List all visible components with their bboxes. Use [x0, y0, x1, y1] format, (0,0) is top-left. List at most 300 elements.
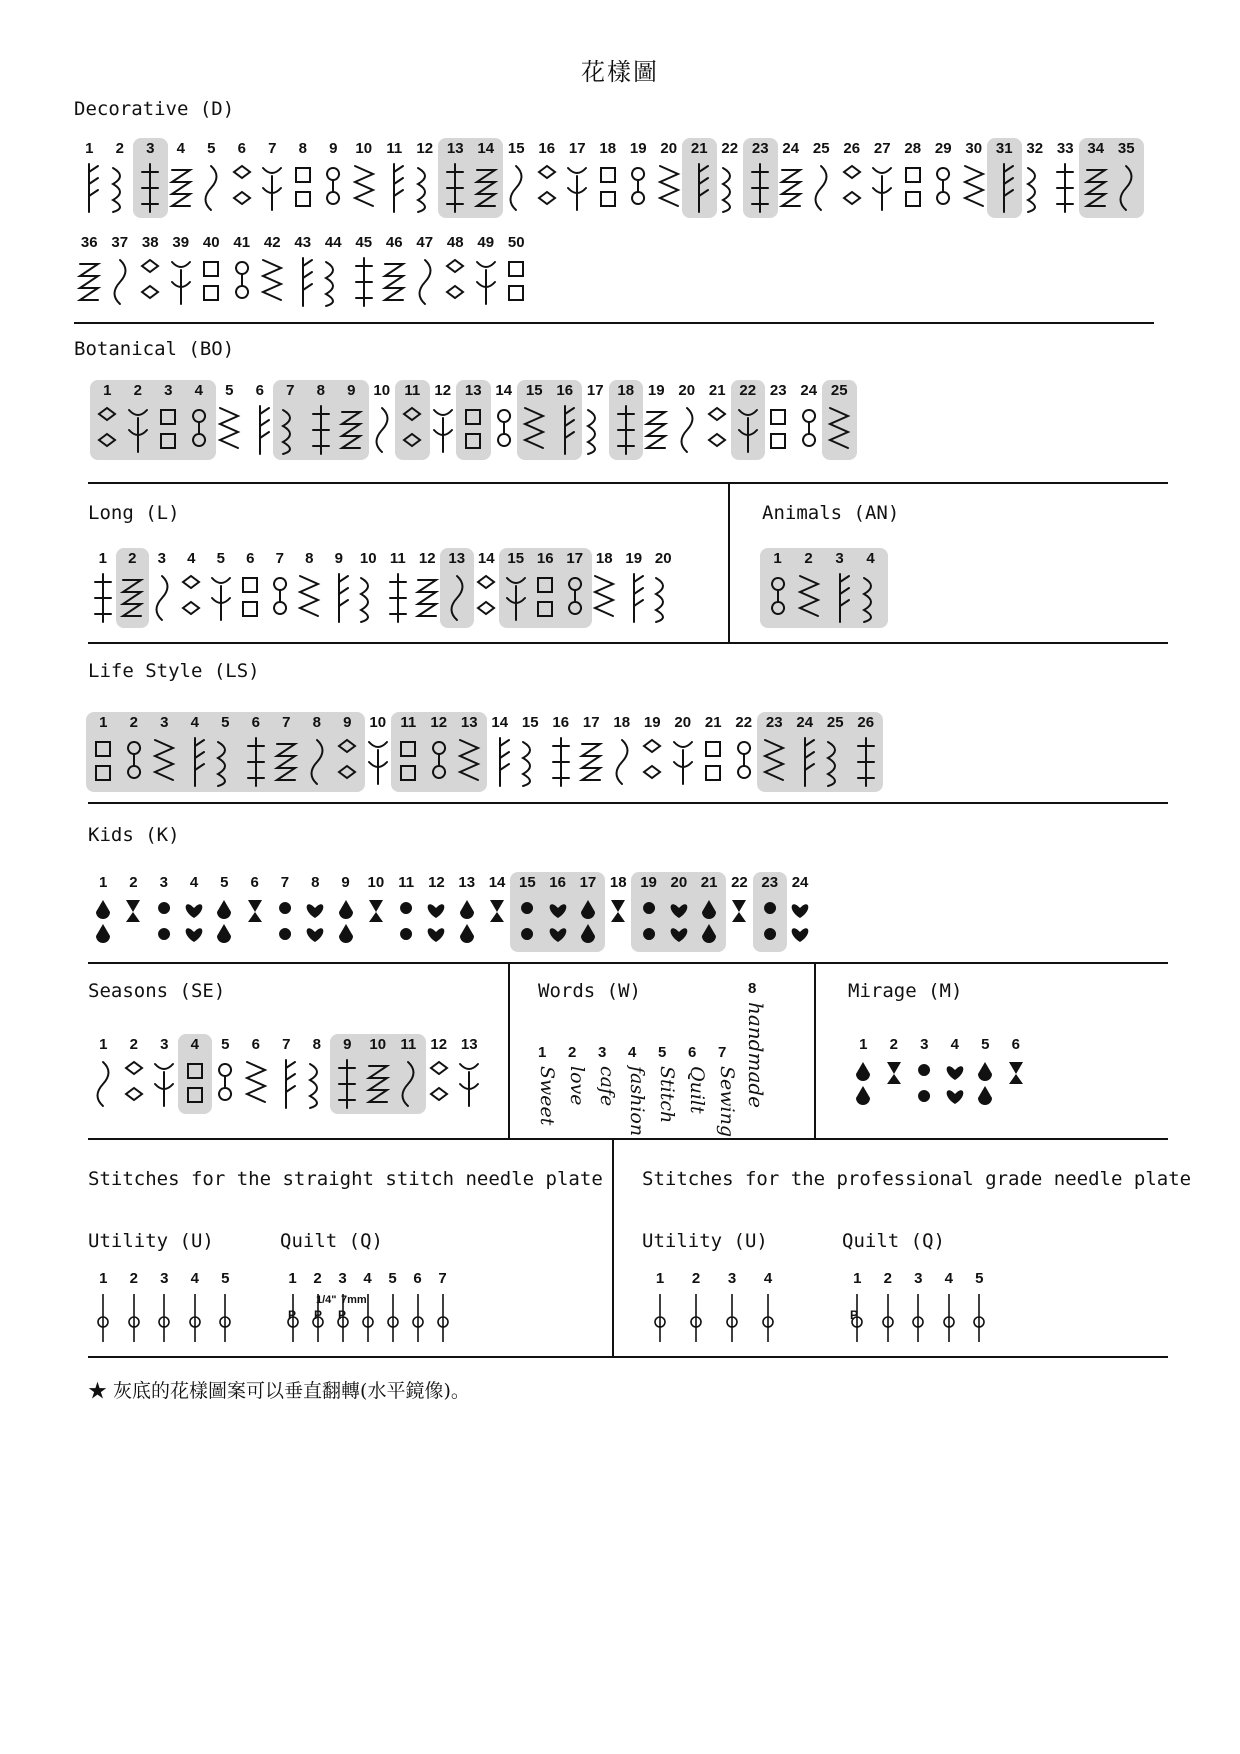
pattern-cell[interactable]: [855, 548, 886, 638]
utility-stitch[interactable]: [119, 1268, 150, 1358]
word-number: 7: [718, 1044, 727, 1061]
pattern-cell[interactable]: [623, 138, 654, 228]
pattern-cell[interactable]: [118, 872, 148, 962]
pattern-cell[interactable]: [149, 872, 179, 962]
pattern-cell[interactable]: [867, 138, 898, 228]
pattern-cell[interactable]: [970, 1034, 1001, 1124]
divider: [88, 802, 1168, 804]
stitch-pattern-icon: [277, 404, 303, 456]
stitch-pattern-icon: [155, 404, 181, 456]
pattern-number: 25: [830, 382, 848, 399]
pattern-cell[interactable]: [135, 138, 166, 228]
pattern-cell[interactable]: [336, 380, 367, 470]
needle-stitch-icon: [380, 1292, 406, 1344]
pattern-cell[interactable]: [603, 872, 633, 962]
pattern-cell[interactable]: [763, 380, 794, 470]
pattern-number: 20: [674, 714, 692, 731]
stitch-pattern-icon: [666, 896, 692, 948]
stitch-number: 1: [288, 1270, 297, 1287]
pattern-number: 9: [347, 382, 356, 399]
pattern-cell[interactable]: [755, 872, 785, 962]
pattern-cell[interactable]: [74, 138, 105, 228]
pattern-cell[interactable]: [105, 232, 136, 322]
pattern-cell[interactable]: [851, 712, 882, 802]
pattern-cell[interactable]: [550, 380, 581, 470]
pattern-cell[interactable]: [837, 138, 868, 228]
pattern-cell[interactable]: [288, 138, 319, 228]
needle-stitch-icon: [905, 1292, 931, 1344]
pattern-cell[interactable]: [324, 548, 354, 638]
word-stitch-7[interactable]: Sewing: [716, 1066, 738, 1137]
pattern-cell[interactable]: [454, 712, 485, 802]
quilt-seam-label: 1/4": [316, 1294, 337, 1306]
stitch-pattern-icon: [320, 162, 346, 214]
pattern-cell[interactable]: [257, 232, 288, 322]
pattern-cell[interactable]: [684, 138, 715, 228]
pattern-cell[interactable]: [898, 138, 929, 228]
stitch-pattern-icon: [503, 256, 529, 308]
stitch-pattern-icon: [582, 404, 608, 456]
pattern-cell[interactable]: [515, 712, 546, 802]
pattern-cell[interactable]: [489, 380, 520, 470]
pattern-cell[interactable]: [271, 1034, 302, 1124]
pattern-cell[interactable]: [393, 712, 424, 802]
utility-stitch[interactable]: [750, 1268, 786, 1358]
stitch-pattern-icon: [822, 736, 848, 788]
pattern-cell[interactable]: [166, 232, 197, 322]
pattern-cell[interactable]: [349, 232, 380, 322]
needle-stitch-icon: [405, 1292, 431, 1344]
stitch-pattern-icon: [247, 404, 273, 456]
word-stitch-5[interactable]: Stitch: [656, 1066, 678, 1124]
pattern-cell[interactable]: [424, 1034, 455, 1124]
pattern-cell[interactable]: [367, 380, 398, 470]
pattern-cell[interactable]: [214, 380, 245, 470]
pattern-cell[interactable]: [452, 872, 482, 962]
pattern-cell[interactable]: [179, 872, 209, 962]
pattern-cell[interactable]: [532, 138, 563, 228]
stitch-pattern-icon: [381, 256, 407, 308]
pattern-number: 37: [111, 234, 129, 251]
pattern-cell[interactable]: [440, 232, 471, 322]
pattern-cell[interactable]: [573, 872, 603, 962]
pattern-cell[interactable]: [562, 138, 593, 228]
presser-foot-p-label: P: [314, 1308, 323, 1322]
stitch-pattern-icon: [686, 162, 712, 214]
pattern-cell[interactable]: [424, 712, 455, 802]
pattern-number: 15: [521, 714, 539, 731]
stitch-pattern-icon: [735, 404, 761, 456]
pattern-cell[interactable]: [397, 380, 428, 470]
utility-pro-row: [642, 1268, 796, 1358]
pattern-cell[interactable]: [361, 872, 391, 962]
pattern-cell[interactable]: [92, 380, 123, 470]
pattern-number: 8: [305, 550, 314, 567]
word-number: 8: [748, 980, 757, 997]
stitch-pattern-icon: [121, 1058, 147, 1110]
pattern-cell[interactable]: [593, 138, 624, 228]
stitch-pattern-icon: [304, 1058, 330, 1110]
pattern-number: 19: [629, 140, 647, 157]
pattern-cell[interactable]: [428, 380, 459, 470]
pattern-cell[interactable]: [330, 872, 360, 962]
pattern-number: 20: [678, 382, 696, 399]
pattern-cell[interactable]: [619, 548, 649, 638]
pattern-cell[interactable]: [580, 380, 611, 470]
stitch-number: 2: [313, 1270, 322, 1287]
pattern-cell[interactable]: [698, 712, 729, 802]
pattern-cell[interactable]: [295, 548, 325, 638]
pattern-cell[interactable]: [379, 232, 410, 322]
pattern-cell[interactable]: [928, 138, 959, 228]
pattern-number: 25: [812, 140, 830, 157]
pattern-cell[interactable]: [702, 380, 733, 470]
utility-stitch[interactable]: [210, 1268, 241, 1358]
pattern-number: 5: [221, 1036, 230, 1053]
pattern-cell[interactable]: [302, 1034, 333, 1124]
word-stitch-3[interactable]: cafe: [596, 1066, 618, 1107]
stitch-pattern-icon: [243, 736, 269, 788]
pattern-cell[interactable]: [180, 1034, 211, 1124]
stitch-pattern-icon: [426, 1058, 452, 1110]
pattern-cell[interactable]: [637, 712, 668, 802]
stitch-pattern-icon: [552, 404, 578, 456]
pattern-cell[interactable]: [759, 712, 790, 802]
pattern-cell[interactable]: [149, 1034, 180, 1124]
pattern-cell[interactable]: [288, 232, 319, 322]
stitch-pattern-icon: [365, 736, 391, 788]
pattern-cell[interactable]: [633, 872, 663, 962]
pattern-cell[interactable]: [590, 548, 620, 638]
needle-stitch-icon: [151, 1292, 177, 1344]
pattern-cell[interactable]: [607, 712, 638, 802]
pattern-cell[interactable]: [576, 712, 607, 802]
stitch-pattern-icon: [334, 1058, 360, 1110]
pattern-cell[interactable]: [318, 138, 349, 228]
pattern-cell[interactable]: [790, 712, 821, 802]
pattern-cell[interactable]: [332, 712, 363, 802]
stitch-pattern-icon: [591, 572, 617, 624]
pattern-number: 6: [250, 874, 259, 891]
utility-stitch[interactable]: [873, 1268, 904, 1358]
pattern-cell[interactable]: [270, 872, 300, 962]
pattern-cell[interactable]: [793, 548, 824, 638]
pattern-cell[interactable]: [879, 1034, 910, 1124]
pattern-cell[interactable]: [123, 380, 154, 470]
pattern-number: 7: [268, 140, 277, 157]
pattern-cell[interactable]: [210, 1034, 241, 1124]
pattern-cell[interactable]: [227, 232, 258, 322]
pattern-cell[interactable]: [119, 1034, 150, 1124]
pattern-cell[interactable]: [166, 138, 197, 228]
pattern-cell[interactable]: [241, 1034, 272, 1124]
pattern-cell[interactable]: [785, 872, 815, 962]
pattern-cell[interactable]: [383, 548, 413, 638]
utility-stitch[interactable]: [405, 1268, 430, 1358]
pattern-number: 13: [460, 714, 478, 731]
needle-stitch-icon: [683, 1292, 709, 1344]
utility-stitch[interactable]: [355, 1268, 380, 1358]
stitch-pattern-icon: [532, 572, 558, 624]
utility-stitch[interactable]: [430, 1268, 455, 1358]
pattern-cell[interactable]: [672, 380, 703, 470]
pattern-cell[interactable]: [206, 548, 236, 638]
pattern-cell[interactable]: [393, 1034, 424, 1124]
pattern-cell[interactable]: [196, 232, 227, 322]
pattern-cell[interactable]: [820, 712, 851, 802]
pattern-cell[interactable]: [153, 380, 184, 470]
pattern-cell[interactable]: [909, 1034, 940, 1124]
pattern-cell[interactable]: [519, 380, 550, 470]
pattern-cell[interactable]: [271, 712, 302, 802]
stitch-pattern-icon: [414, 572, 440, 624]
pattern-cell[interactable]: [1020, 138, 1051, 228]
pattern-number: 4: [176, 140, 185, 157]
utility-stitch[interactable]: [714, 1268, 750, 1358]
pattern-number: 17: [568, 140, 586, 157]
pattern-cell[interactable]: [715, 138, 746, 228]
pattern-cell[interactable]: [989, 138, 1020, 228]
needle-stitch-icon: [182, 1292, 208, 1344]
pattern-number: 12: [428, 874, 445, 891]
pattern-cell[interactable]: [654, 138, 685, 228]
pattern-cell[interactable]: [471, 138, 502, 228]
pattern-cell[interactable]: [668, 712, 699, 802]
pattern-cell[interactable]: [546, 712, 577, 802]
stitch-pattern-icon: [578, 736, 604, 788]
pattern-cell[interactable]: [454, 1034, 485, 1124]
pattern-cell[interactable]: [501, 232, 532, 322]
stitch-pattern-icon: [487, 736, 513, 788]
stitch-pattern-icon: [363, 896, 389, 948]
kids-row: [88, 872, 825, 962]
stitch-pattern-icon: [351, 162, 377, 214]
stitch-pattern-icon: [137, 256, 163, 308]
pattern-cell[interactable]: [776, 138, 807, 228]
pattern-cell[interactable]: [442, 548, 472, 638]
pattern-cell[interactable]: [733, 380, 764, 470]
pattern-cell[interactable]: [501, 548, 531, 638]
pattern-cell[interactable]: [729, 712, 760, 802]
needle-stitch-icon: [936, 1292, 962, 1344]
pattern-cell[interactable]: [209, 872, 239, 962]
stitch-pattern-icon: [178, 572, 204, 624]
pattern-cell[interactable]: [363, 712, 394, 802]
stitch-pattern-icon: [395, 736, 421, 788]
pattern-cell[interactable]: [177, 548, 207, 638]
pattern-cell[interactable]: [1111, 138, 1142, 228]
stitch-pattern-icon: [765, 404, 791, 456]
pattern-cell[interactable]: [611, 380, 642, 470]
pattern-cell[interactable]: [88, 872, 118, 962]
pattern-cell[interactable]: [236, 548, 266, 638]
pattern-cell[interactable]: [501, 138, 532, 228]
pattern-cell[interactable]: [745, 138, 776, 228]
decorative-row-1: [74, 138, 1152, 228]
pattern-cell[interactable]: [302, 712, 333, 802]
pattern-number: 22: [721, 140, 739, 157]
pattern-cell[interactable]: [410, 138, 441, 228]
word-stitch-1[interactable]: Sweet: [536, 1066, 558, 1126]
pattern-cell[interactable]: [210, 712, 241, 802]
stitch-pattern-icon: [120, 896, 146, 948]
utility-stitch[interactable]: [180, 1268, 211, 1358]
pattern-cell[interactable]: [379, 138, 410, 228]
pattern-cell[interactable]: [531, 548, 561, 638]
decorative-row-2: [74, 232, 542, 322]
pattern-cell[interactable]: [300, 872, 330, 962]
utility-stitch[interactable]: [88, 1268, 119, 1358]
pattern-cell[interactable]: [1050, 138, 1081, 228]
pattern-cell[interactable]: [180, 712, 211, 802]
pattern-number: 4: [950, 1036, 959, 1053]
pattern-cell[interactable]: [1001, 1034, 1032, 1124]
pattern-cell[interactable]: [349, 138, 380, 228]
stitch-pattern-icon: [900, 162, 926, 214]
stitch-pattern-icon: [696, 896, 722, 948]
stitch-pattern-icon: [839, 162, 865, 214]
stitch-number: 1: [655, 1270, 665, 1287]
pattern-cell[interactable]: [959, 138, 990, 228]
pattern-cell[interactable]: [363, 1034, 394, 1124]
utility-stitch[interactable]: [642, 1268, 678, 1358]
utility-stitch[interactable]: [903, 1268, 934, 1358]
pattern-cell[interactable]: [149, 712, 180, 802]
pattern-cell[interactable]: [306, 380, 337, 470]
pattern-number: 7: [282, 714, 291, 731]
pattern-cell[interactable]: [184, 380, 215, 470]
pattern-cell[interactable]: [105, 138, 136, 228]
word-stitch-4[interactable]: fashion: [626, 1066, 648, 1137]
utility-stitch[interactable]: [934, 1268, 965, 1358]
pattern-cell[interactable]: [794, 380, 825, 470]
pattern-number: 2: [129, 874, 138, 891]
pattern-cell[interactable]: [332, 1034, 363, 1124]
stitch-pattern-icon: [613, 404, 639, 456]
pattern-number: 1: [103, 382, 112, 399]
utility-label-pro: Utility (U): [642, 1230, 768, 1252]
pattern-cell[interactable]: [848, 1034, 879, 1124]
pattern-cell[interactable]: [641, 380, 672, 470]
pattern-cell[interactable]: [88, 1034, 119, 1124]
stitch-pattern-icon: [326, 572, 352, 624]
pattern-number: 14: [477, 550, 495, 567]
pattern-cell[interactable]: [471, 232, 502, 322]
pattern-cell[interactable]: [135, 232, 166, 322]
pattern-cell[interactable]: [147, 548, 177, 638]
seasons-row: [88, 1034, 495, 1124]
pattern-cell[interactable]: [824, 548, 855, 638]
pattern-cell[interactable]: [1081, 138, 1112, 228]
long-row: [88, 548, 688, 638]
word-stitch-8[interactable]: handmade: [744, 1002, 768, 1109]
pattern-cell[interactable]: [88, 712, 119, 802]
utility-stitch[interactable]: [678, 1268, 714, 1358]
stitch-pattern-icon: [212, 1058, 238, 1110]
stitch-number: 2: [691, 1270, 701, 1287]
stitch-pattern-icon: [119, 572, 145, 624]
stitch-pattern-icon: [393, 896, 419, 948]
pattern-number: 3: [146, 140, 155, 157]
pattern-cell[interactable]: [649, 548, 679, 638]
pattern-cell[interactable]: [824, 380, 855, 470]
pattern-cell[interactable]: [724, 872, 754, 962]
pattern-cell[interactable]: [762, 548, 793, 638]
needle-stitch-icon: [966, 1292, 992, 1344]
pattern-cell[interactable]: [118, 548, 148, 638]
pattern-number: 10: [355, 140, 373, 157]
word-stitch-2[interactable]: love: [566, 1066, 588, 1106]
stitch-pattern-icon: [521, 404, 547, 456]
pattern-cell[interactable]: [240, 872, 270, 962]
pattern-cell[interactable]: [940, 1034, 971, 1124]
pattern-cell[interactable]: [485, 712, 516, 802]
pattern-cell[interactable]: [543, 872, 573, 962]
stitch-pattern-icon: [826, 404, 852, 456]
pattern-cell[interactable]: [275, 380, 306, 470]
pattern-cell[interactable]: [413, 548, 443, 638]
stitch-pattern-icon: [717, 162, 743, 214]
stitch-pattern-icon: [961, 162, 987, 214]
pattern-number: 24: [800, 382, 818, 399]
pattern-number: 6: [237, 140, 246, 157]
pattern-cell[interactable]: [440, 138, 471, 228]
pattern-cell[interactable]: [74, 232, 105, 322]
stitch-pattern-icon: [656, 162, 682, 214]
pattern-cell[interactable]: [241, 712, 272, 802]
pattern-cell[interactable]: [245, 380, 276, 470]
utility-stitch[interactable]: [149, 1268, 180, 1358]
pattern-cell[interactable]: [806, 138, 837, 228]
pattern-cell[interactable]: [560, 548, 590, 638]
pattern-number: 50: [507, 234, 525, 251]
pattern-cell[interactable]: [227, 138, 258, 228]
pattern-number: 26: [843, 140, 861, 157]
utility-stitch[interactable]: [964, 1268, 995, 1358]
quilt-seam-label: 7mm: [341, 1294, 367, 1306]
utility-stitch[interactable]: [380, 1268, 405, 1358]
stitch-pattern-icon: [757, 896, 783, 948]
pattern-number: 10: [373, 382, 391, 399]
pattern-cell[interactable]: [664, 872, 694, 962]
word-number: 1: [538, 1044, 547, 1061]
pattern-cell[interactable]: [410, 232, 441, 322]
stitch-number: 3: [338, 1270, 347, 1287]
pattern-cell[interactable]: [196, 138, 227, 228]
pattern-cell[interactable]: [257, 138, 288, 228]
pattern-cell[interactable]: [354, 548, 384, 638]
pattern-cell[interactable]: [318, 232, 349, 322]
pattern-number: 34: [1087, 140, 1105, 157]
pattern-cell[interactable]: [458, 380, 489, 470]
divider: [74, 322, 1154, 324]
stitch-pattern-icon: [1083, 162, 1109, 214]
pattern-number: 12: [430, 1036, 448, 1053]
pattern-cell[interactable]: [694, 872, 724, 962]
pattern-cell[interactable]: [472, 548, 502, 638]
word-stitch-6[interactable]: Quilt: [686, 1066, 708, 1114]
pattern-cell[interactable]: [482, 872, 512, 962]
pattern-cell[interactable]: [391, 872, 421, 962]
stitch-pattern-icon: [426, 736, 452, 788]
pattern-cell[interactable]: [265, 548, 295, 638]
needle-stitch-icon: [755, 1292, 781, 1344]
pattern-cell[interactable]: [512, 872, 542, 962]
pattern-cell[interactable]: [119, 712, 150, 802]
pattern-cell[interactable]: [421, 872, 451, 962]
pattern-cell[interactable]: [88, 548, 118, 638]
pattern-number: 12: [416, 140, 434, 157]
